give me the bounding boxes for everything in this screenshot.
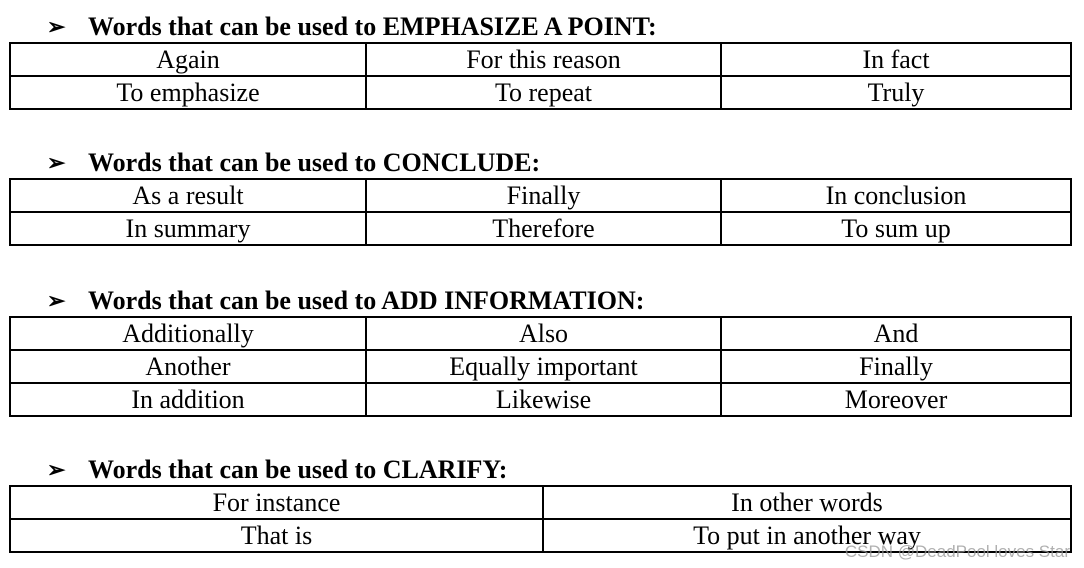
section-heading: [9, 148, 1072, 178]
section-heading-text: Words that can be used to ADD INFORMATION:: [88, 286, 645, 315]
words-table-emphasize: [9, 42, 1072, 110]
table-cell: In summary: [10, 212, 366, 245]
table-cell: Also: [366, 317, 721, 350]
arrow-bullet-icon: ➢: [47, 14, 66, 39]
table-cell: In addition: [10, 383, 366, 416]
words-table-conclude: [9, 178, 1072, 246]
section-clarify: [9, 455, 1072, 553]
table-cell: In other words: [543, 486, 1071, 519]
table-cell: To repeat: [366, 76, 721, 109]
watermark-text: CSDN @DeadPool loves Star: [844, 542, 1070, 561]
table-cell: Additionally: [10, 317, 366, 350]
table-row: [10, 350, 1071, 383]
table-cell: For instance: [10, 486, 543, 519]
table-cell: In conclusion: [721, 179, 1071, 212]
table-cell: To emphasize: [10, 76, 366, 109]
table-cell: And: [721, 317, 1071, 350]
table-cell: To sum up: [721, 212, 1071, 245]
table-cell: As a result: [10, 179, 366, 212]
section-heading: [9, 455, 1072, 485]
table-cell: In fact: [721, 43, 1071, 76]
table-row: [10, 486, 1071, 519]
table-cell: That is: [10, 519, 543, 552]
table-cell: Therefore: [366, 212, 721, 245]
table-cell: Likewise: [366, 383, 721, 416]
table-cell: Again: [10, 43, 366, 76]
table-cell: Finally: [366, 179, 721, 212]
table-cell: For this reason: [366, 43, 721, 76]
table-row: [10, 179, 1071, 212]
table-row: [10, 383, 1071, 416]
words-table-add-information: [9, 316, 1072, 417]
section-heading-text: Words that can be used to CLARIFY:: [88, 455, 508, 484]
section-emphasize: [9, 12, 1072, 110]
table-cell: Equally important: [366, 350, 721, 383]
section-heading-text: Words that can be used to EMPHASIZE A POINT:: [88, 12, 657, 41]
section-heading: [9, 12, 1072, 42]
table-cell: Truly: [721, 76, 1071, 109]
table-cell: Finally: [721, 350, 1071, 383]
section-add-information: [9, 286, 1072, 417]
section-heading-text: Words that can be used to CONCLUDE:: [88, 148, 541, 177]
arrow-bullet-icon: ➢: [47, 288, 66, 313]
table-row: [10, 212, 1071, 245]
table-cell: To put in another way: [543, 519, 1071, 552]
section-conclude: [9, 148, 1072, 246]
arrow-bullet-icon: ➢: [47, 150, 66, 175]
table-row: [10, 76, 1071, 109]
table-row: [10, 317, 1071, 350]
section-heading: [9, 286, 1072, 316]
table-row: [10, 43, 1071, 76]
table-cell: Another: [10, 350, 366, 383]
arrow-bullet-icon: ➢: [47, 457, 66, 482]
table-cell: Moreover: [721, 383, 1071, 416]
